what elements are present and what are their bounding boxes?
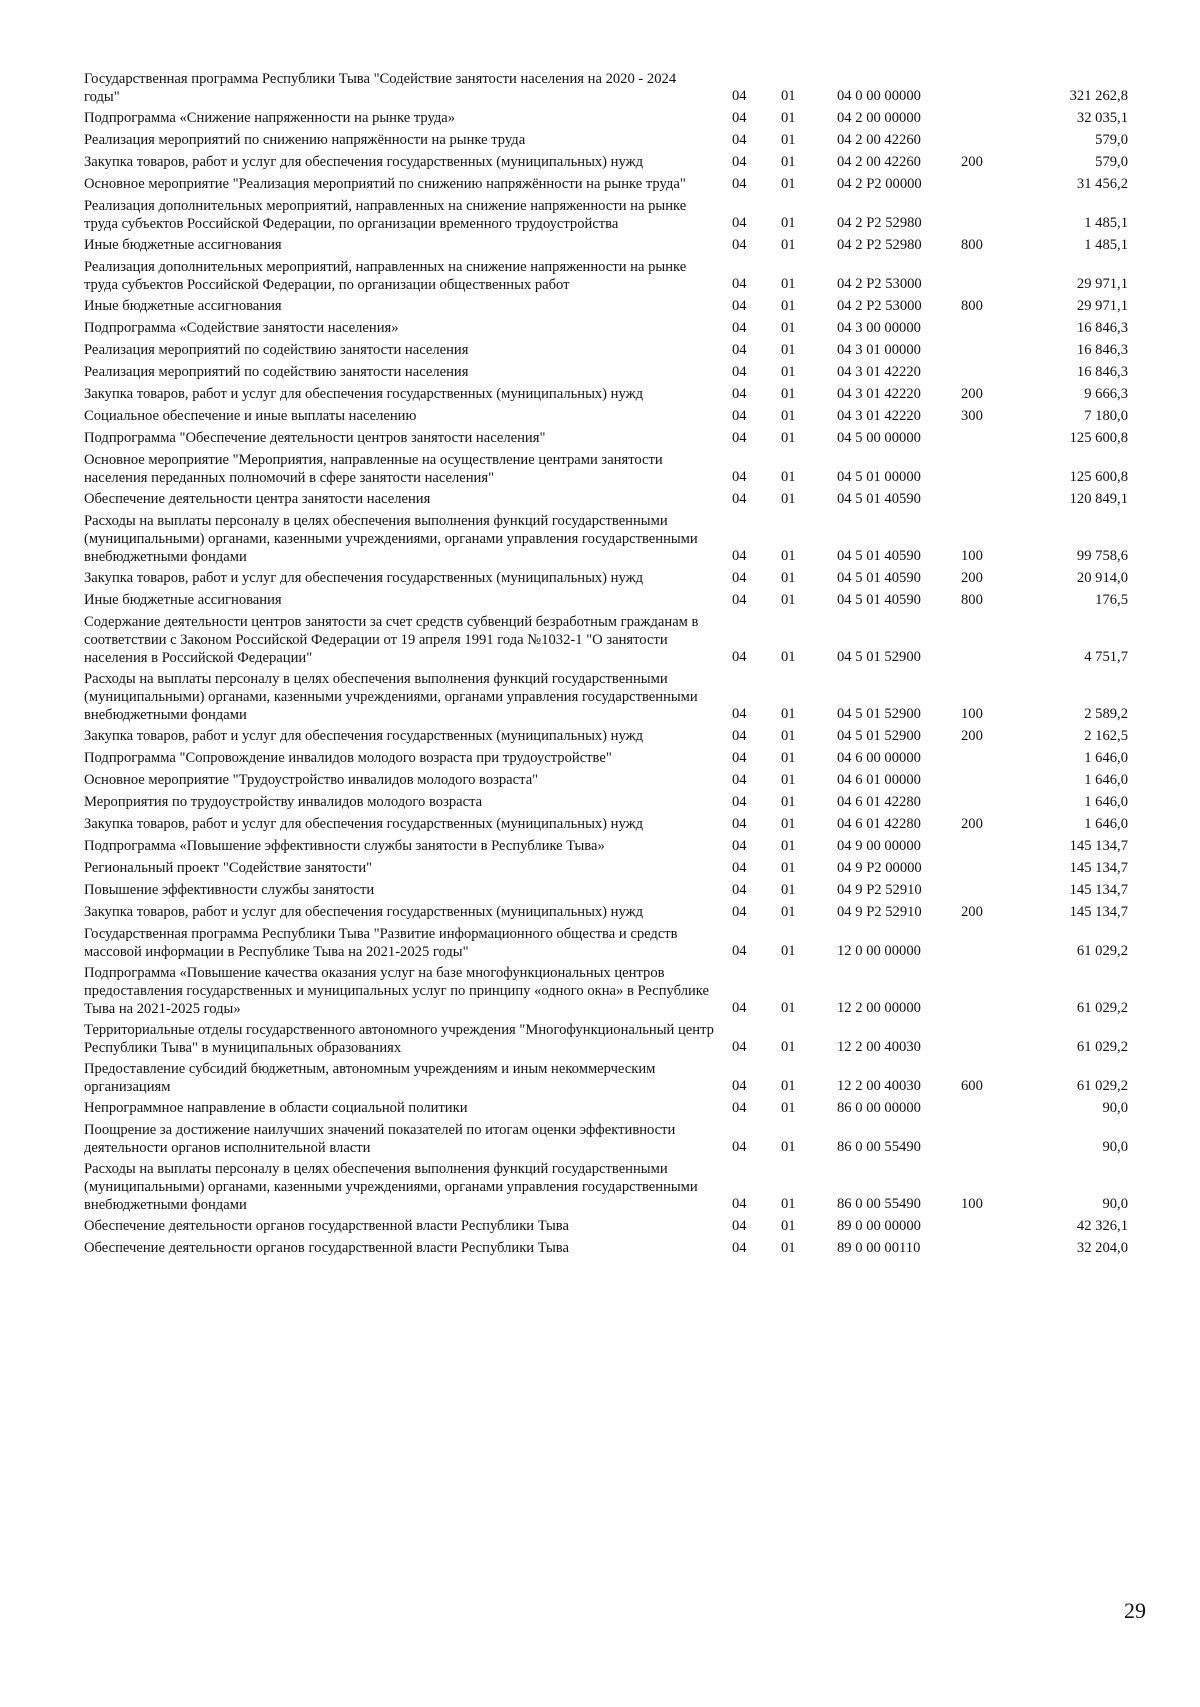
- table-row: [84, 341, 1128, 363]
- table-row: [84, 131, 1128, 153]
- row-subsection-code: 01: [781, 132, 796, 148]
- row-expense-type-code: 600: [961, 1078, 983, 1094]
- row-name: Подпрограмма «Повышение эффективности службы занятости в Республике Тыва»: [84, 838, 605, 854]
- row-name: Закупка товаров, работ и услуг для обеспечения государственных (муниципальных) нужд: [84, 728, 644, 744]
- row-section-code: 04: [732, 706, 747, 722]
- row-subsection-code: 01: [781, 816, 796, 832]
- row-amount: 125 600,8: [1069, 430, 1128, 446]
- table-row: [84, 175, 1128, 197]
- row-expense-type-code: [961, 1121, 1025, 1160]
- row-name: Реализация дополнительных мероприятий, направленных на снижение напряженности на рынке труда субъектов Российской Федерации, по организации общественных работ: [84, 259, 687, 293]
- row-expense-type-code: 100: [961, 548, 983, 564]
- row-expense-type-code: [961, 837, 1025, 859]
- row-section-code: 04: [732, 548, 747, 564]
- row-expense-type-code: 300: [961, 408, 983, 424]
- row-expense-type-code: 200: [961, 570, 983, 586]
- row-subsection-code: 01: [781, 750, 796, 766]
- row-amount: 7 180,0: [1084, 408, 1128, 424]
- row-section-code: 04: [732, 386, 747, 402]
- row-target-article-code: 04 6 01 00000: [837, 772, 921, 788]
- row-name: Подпрограмма "Обеспечение деятельности центров занятости населения": [84, 430, 546, 446]
- table-row: [84, 1160, 1128, 1217]
- row-subsection-code: 01: [781, 649, 796, 665]
- row-subsection-code: 01: [781, 706, 796, 722]
- table-row: [84, 1099, 1128, 1121]
- row-target-article-code: 04 3 01 42220: [837, 408, 921, 424]
- row-target-article-code: 04 5 01 40590: [837, 491, 921, 507]
- row-target-article-code: 04 6 01 42280: [837, 794, 921, 810]
- row-target-article-code: 12 0 00 00000: [837, 943, 921, 959]
- row-section-code: 04: [732, 1000, 747, 1016]
- row-name: Иные бюджетные ассигнования: [84, 237, 282, 253]
- row-amount: 1 646,0: [1084, 816, 1128, 832]
- row-amount: 61 029,2: [1076, 1039, 1128, 1055]
- row-target-article-code: 89 0 00 00110: [837, 1240, 921, 1256]
- row-amount: 1 485,1: [1084, 215, 1128, 231]
- row-name: Обеспечение деятельности центра занятости населения: [84, 491, 431, 507]
- row-section-code: 04: [732, 469, 747, 485]
- row-target-article-code: 04 2 00 00000: [837, 110, 921, 126]
- row-section-code: 04: [732, 592, 747, 608]
- row-name: Расходы на выплаты персоналу в целях обеспечения выполнения функций государственными (муниципальными) органами, казенными учреждениями, органами управления государственными внебюджетными фондами: [84, 671, 698, 723]
- row-subsection-code: 01: [781, 794, 796, 810]
- row-section-code: 04: [732, 215, 747, 231]
- row-amount: 90,0: [1102, 1100, 1128, 1116]
- row-name: Региональный проект "Содействие занятости": [84, 860, 373, 876]
- row-section-code: 04: [732, 1039, 747, 1055]
- table-row: [84, 925, 1128, 964]
- row-expense-type-code: 100: [961, 706, 983, 722]
- row-expense-type-code: [961, 451, 1025, 490]
- row-expense-type-code: [961, 490, 1025, 512]
- row-target-article-code: 04 5 01 40590: [837, 570, 921, 586]
- table-row: [84, 749, 1128, 771]
- row-target-article-code: 86 0 00 00000: [837, 1100, 921, 1116]
- row-subsection-code: 01: [781, 342, 796, 358]
- row-section-code: 04: [732, 728, 747, 744]
- row-name: Подпрограмма «Повышение качества оказания услуг на базе многофункциональных центров предоставления государственных и муниципальных услуг по принципу «одного окна» в Республике Тыва на 2021-2025 годы»: [84, 965, 710, 1017]
- row-name: Территориальные отделы государственного автономного учреждения "Многофункциональный центр Республики Тыва" в муниципальных образованиях: [84, 1022, 714, 1056]
- row-section-code: 04: [732, 298, 747, 314]
- budget-table: [84, 70, 1128, 1261]
- row-expense-type-code: 200: [961, 154, 983, 170]
- row-target-article-code: 04 2 P2 53000: [837, 298, 922, 314]
- table-row: [84, 363, 1128, 385]
- row-target-article-code: 04 9 P2 52910: [837, 882, 922, 898]
- row-name: Реализация дополнительных мероприятий, направленных на снижение напряженности на рынке труда субъектов Российской Федерации, по организации временного трудоустройства: [84, 198, 687, 232]
- table-row: [84, 490, 1128, 512]
- row-target-article-code: 04 2 P2 53000: [837, 276, 922, 292]
- table-row: [84, 407, 1128, 429]
- row-target-article-code: 86 0 00 55490: [837, 1139, 921, 1155]
- row-target-article-code: 12 2 00 40030: [837, 1039, 921, 1055]
- row-section-code: 04: [732, 132, 747, 148]
- row-amount: 1 646,0: [1084, 750, 1128, 766]
- page-number: 29: [1124, 1598, 1146, 1623]
- row-name: Расходы на выплаты персоналу в целях обеспечения выполнения функций государственными (муниципальными) органами, казенными учреждениями, органами управления государственными внебюджетными фондами: [84, 1161, 698, 1213]
- row-subsection-code: 01: [781, 1078, 796, 1094]
- row-expense-type-code: [961, 319, 1025, 341]
- row-amount: 1 646,0: [1084, 772, 1128, 788]
- row-section-code: 04: [732, 176, 747, 192]
- row-subsection-code: 01: [781, 772, 796, 788]
- row-expense-type-code: 200: [961, 816, 983, 832]
- row-expense-type-code: [961, 175, 1025, 197]
- row-expense-type-code: [961, 1217, 1025, 1239]
- row-amount: 29 971,1: [1076, 298, 1128, 314]
- row-target-article-code: 04 9 P2 52910: [837, 904, 922, 920]
- row-expense-type-code: [961, 197, 1025, 236]
- table-row: [84, 964, 1128, 1021]
- row-section-code: 04: [732, 342, 747, 358]
- row-target-article-code: 04 5 00 00000: [837, 430, 921, 446]
- row-section-code: 04: [732, 838, 747, 854]
- row-amount: 29 971,1: [1076, 276, 1128, 292]
- row-target-article-code: 04 3 01 00000: [837, 342, 921, 358]
- row-expense-type-code: [961, 70, 1025, 109]
- row-subsection-code: 01: [781, 176, 796, 192]
- row-subsection-code: 01: [781, 882, 796, 898]
- row-amount: 120 849,1: [1069, 491, 1128, 507]
- row-section-code: 04: [732, 570, 747, 586]
- row-target-article-code: 89 0 00 00000: [837, 1218, 921, 1234]
- row-section-code: 04: [732, 1100, 747, 1116]
- row-name: Иные бюджетные ассигнования: [84, 592, 282, 608]
- table-row: [84, 197, 1128, 236]
- row-expense-type-code: [961, 131, 1025, 153]
- row-section-code: 04: [732, 408, 747, 424]
- row-name: Непрограммное направление в области социальной политики: [84, 1100, 468, 1116]
- row-section-code: 04: [732, 649, 747, 665]
- row-name: Государственная программа Республики Тыва "Развитие информационного общества и средств массовой информации в Республике Тыва на 2021-2025 годы": [84, 926, 678, 960]
- row-section-code: 04: [732, 750, 747, 766]
- table-row: [84, 613, 1128, 670]
- row-amount: 579,0: [1095, 154, 1128, 170]
- row-expense-type-code: [961, 793, 1025, 815]
- row-amount: 4 751,7: [1084, 649, 1128, 665]
- row-section-code: 04: [732, 364, 747, 380]
- row-target-article-code: 86 0 00 55490: [837, 1196, 921, 1212]
- row-subsection-code: 01: [781, 408, 796, 424]
- row-section-code: 04: [732, 430, 747, 446]
- row-expense-type-code: [961, 1099, 1025, 1121]
- row-subsection-code: 01: [781, 364, 796, 380]
- row-subsection-code: 01: [781, 860, 796, 876]
- row-amount: 2 162,5: [1084, 728, 1128, 744]
- row-target-article-code: 04 5 01 52900: [837, 649, 921, 665]
- table-row: [84, 569, 1128, 591]
- row-expense-type-code: 800: [961, 298, 983, 314]
- row-expense-type-code: [961, 925, 1025, 964]
- row-amount: 20 914,0: [1076, 570, 1128, 586]
- table-row: [84, 1239, 1128, 1261]
- row-amount: 16 846,3: [1076, 320, 1128, 336]
- row-name: Закупка товаров, работ и услуг для обеспечения государственных (муниципальных) нужд: [84, 570, 644, 586]
- row-name: Предоставление субсидий бюджетным, автономным учреждениям и иным некоммерческим организациям: [84, 1061, 656, 1095]
- row-subsection-code: 01: [781, 1139, 796, 1155]
- row-name: Подпрограмма «Содействие занятости населения»: [84, 320, 399, 336]
- row-amount: 2 589,2: [1084, 706, 1128, 722]
- row-section-code: 04: [732, 860, 747, 876]
- row-name: Реализация мероприятий по снижению напряжённости на рынке труда: [84, 132, 526, 148]
- row-section-code: 04: [732, 772, 747, 788]
- row-section-code: 04: [732, 882, 747, 898]
- row-subsection-code: 01: [781, 491, 796, 507]
- row-expense-type-code: [961, 1021, 1025, 1060]
- row-target-article-code: 04 5 01 52900: [837, 728, 921, 744]
- row-section-code: 04: [732, 943, 747, 959]
- row-subsection-code: 01: [781, 1218, 796, 1234]
- row-name: Закупка товаров, работ и услуг для обеспечения государственных (муниципальных) нужд: [84, 904, 644, 920]
- row-amount: 31 456,2: [1076, 176, 1128, 192]
- row-subsection-code: 01: [781, 728, 796, 744]
- row-expense-type-code: [961, 429, 1025, 451]
- row-subsection-code: 01: [781, 276, 796, 292]
- row-amount: 32 204,0: [1076, 1240, 1128, 1256]
- row-expense-type-code: 800: [961, 592, 983, 608]
- row-subsection-code: 01: [781, 386, 796, 402]
- row-expense-type-code: 200: [961, 728, 983, 744]
- row-amount: 1 646,0: [1084, 794, 1128, 810]
- table-row: [84, 385, 1128, 407]
- table-row: [84, 793, 1128, 815]
- row-name: Реализация мероприятий по содействию занятости населения: [84, 364, 469, 380]
- row-name: Мероприятия по трудоустройству инвалидов молодого возраста: [84, 794, 483, 810]
- row-section-code: 04: [732, 110, 747, 126]
- row-amount: 42 326,1: [1076, 1218, 1128, 1234]
- row-amount: 16 846,3: [1076, 342, 1128, 358]
- row-subsection-code: 01: [781, 904, 796, 920]
- row-name: Подпрограмма "Сопровождение инвалидов молодого возраста при трудоустройстве": [84, 750, 612, 766]
- row-subsection-code: 01: [781, 237, 796, 253]
- row-section-code: 04: [732, 794, 747, 810]
- row-name: Социальное обеспечение и иные выплаты населению: [84, 408, 417, 424]
- row-amount: 61 029,2: [1076, 1000, 1128, 1016]
- row-subsection-code: 01: [781, 592, 796, 608]
- row-expense-type-code: 100: [961, 1196, 983, 1212]
- row-subsection-code: 01: [781, 154, 796, 170]
- row-subsection-code: 01: [781, 430, 796, 446]
- row-name: Государственная программа Республики Тыва "Содействие занятости населения на 2020 - 2024 годы": [84, 71, 677, 105]
- row-subsection-code: 01: [781, 215, 796, 231]
- row-expense-type-code: [961, 363, 1025, 385]
- row-target-article-code: 04 2 P2 52980: [837, 237, 922, 253]
- row-target-article-code: 04 0 00 00000: [837, 88, 921, 104]
- row-name: Основное мероприятие "Реализация мероприятий по снижению напряжённости на рынке труда": [84, 176, 686, 192]
- table-row: [84, 1021, 1128, 1060]
- row-target-article-code: 04 5 01 40590: [837, 592, 921, 608]
- row-name: Расходы на выплаты персоналу в целях обеспечения выполнения функций государственными (муниципальными) органами, казенными учреждениями, органами управления государственными внебюджетными фондами: [84, 513, 698, 565]
- table-row: [84, 319, 1128, 341]
- row-name: Обеспечение деятельности органов государственной власти Республики Тыва: [84, 1218, 569, 1234]
- row-target-article-code: 04 2 00 42260: [837, 132, 921, 148]
- row-expense-type-code: [961, 109, 1025, 131]
- row-name: Поощрение за достижение наилучших значений показателей по итогам оценки эффективности деятельности органов исполнительной власти: [84, 1122, 676, 1156]
- row-section-code: 04: [732, 154, 747, 170]
- row-section-code: 04: [732, 1240, 747, 1256]
- row-amount: 176,5: [1095, 592, 1128, 608]
- row-section-code: 04: [732, 1078, 747, 1094]
- table-row: [84, 153, 1128, 175]
- row-amount: 579,0: [1095, 132, 1128, 148]
- row-expense-type-code: [961, 1239, 1025, 1261]
- row-subsection-code: 01: [781, 320, 796, 336]
- row-name: Реализация мероприятий по содействию занятости населения: [84, 342, 469, 358]
- row-name: Содержание деятельности центров занятости за счет средств субвенций безработным гражданам в соответствии с Законом Российской Федерации от 19 апреля 1991 года №1032-1 "О занятости населения в Российской Федерации": [84, 614, 699, 666]
- row-target-article-code: 04 6 00 00000: [837, 750, 921, 766]
- row-expense-type-code: [961, 771, 1025, 793]
- table-row: [84, 429, 1128, 451]
- table-row: [84, 109, 1128, 131]
- row-amount: 99 758,6: [1076, 548, 1128, 564]
- row-target-article-code: 04 6 01 42280: [837, 816, 921, 832]
- row-expense-type-code: [961, 749, 1025, 771]
- row-target-article-code: 04 5 01 40590: [837, 548, 921, 564]
- row-section-code: 04: [732, 816, 747, 832]
- table-row: [84, 771, 1128, 793]
- row-amount: 9 666,3: [1084, 386, 1128, 402]
- table-row: [84, 859, 1128, 881]
- row-amount: 90,0: [1102, 1196, 1128, 1212]
- row-expense-type-code: 200: [961, 904, 983, 920]
- row-amount: 145 134,7: [1069, 838, 1128, 854]
- row-expense-type-code: 200: [961, 386, 983, 402]
- table-row: [84, 837, 1128, 859]
- row-name: Закупка товаров, работ и услуг для обеспечения государственных (муниципальных) нужд: [84, 816, 644, 832]
- row-name: Основное мероприятие "Мероприятия, направленные на осуществление центрами занятости населения переданных полномочий в сфере занятости населения": [84, 452, 663, 486]
- row-name: Иные бюджетные ассигнования: [84, 298, 282, 314]
- row-amount: 145 134,7: [1069, 860, 1128, 876]
- row-subsection-code: 01: [781, 1039, 796, 1055]
- row-subsection-code: 01: [781, 1196, 796, 1212]
- row-expense-type-code: [961, 881, 1025, 903]
- row-target-article-code: 04 9 P2 00000: [837, 860, 922, 876]
- row-section-code: 04: [732, 237, 747, 253]
- row-subsection-code: 01: [781, 548, 796, 564]
- row-subsection-code: 01: [781, 110, 796, 126]
- row-expense-type-code: [961, 258, 1025, 297]
- row-expense-type-code: [961, 341, 1025, 363]
- row-target-article-code: 12 2 00 00000: [837, 1000, 921, 1016]
- row-section-code: 04: [732, 1218, 747, 1234]
- row-target-article-code: 04 9 00 00000: [837, 838, 921, 854]
- row-name: Закупка товаров, работ и услуг для обеспечения государственных (муниципальных) нужд: [84, 154, 644, 170]
- row-target-article-code: 04 3 00 00000: [837, 320, 921, 336]
- row-section-code: 04: [732, 88, 747, 104]
- row-amount: 145 134,7: [1069, 882, 1128, 898]
- row-amount: 61 029,2: [1076, 943, 1128, 959]
- row-name: Основное мероприятие "Трудоустройство инвалидов молодого возраста": [84, 772, 539, 788]
- row-subsection-code: 01: [781, 1100, 796, 1116]
- row-section-code: 04: [732, 1139, 747, 1155]
- row-expense-type-code: [961, 613, 1025, 670]
- row-amount: 16 846,3: [1076, 364, 1128, 380]
- row-target-article-code: 04 3 01 42220: [837, 364, 921, 380]
- table-row: [84, 1060, 1128, 1099]
- table-row: [84, 512, 1128, 569]
- row-amount: 32 035,1: [1076, 110, 1128, 126]
- row-subsection-code: 01: [781, 943, 796, 959]
- row-amount: 61 029,2: [1076, 1078, 1128, 1094]
- table-row: [84, 1121, 1128, 1160]
- row-section-code: 04: [732, 276, 747, 292]
- row-amount: 125 600,8: [1069, 469, 1128, 485]
- row-amount: 145 134,7: [1069, 904, 1128, 920]
- row-subsection-code: 01: [781, 469, 796, 485]
- row-subsection-code: 01: [781, 298, 796, 314]
- row-target-article-code: 04 2 00 42260: [837, 154, 921, 170]
- row-subsection-code: 01: [781, 1240, 796, 1256]
- table-row: [84, 70, 1128, 109]
- row-expense-type-code: 800: [961, 237, 983, 253]
- table-row: [84, 815, 1128, 837]
- row-section-code: 04: [732, 1196, 747, 1212]
- table-row: [84, 236, 1128, 258]
- row-expense-type-code: [961, 964, 1025, 1021]
- budget-table-body: [84, 70, 1128, 1261]
- row-target-article-code: 04 2 P2 00000: [837, 176, 922, 192]
- table-row: [84, 670, 1128, 727]
- row-target-article-code: 12 2 00 40030: [837, 1078, 921, 1094]
- row-section-code: 04: [732, 320, 747, 336]
- table-row: [84, 903, 1128, 925]
- table-row: [84, 297, 1128, 319]
- table-row: [84, 258, 1128, 297]
- row-target-article-code: 04 3 01 42220: [837, 386, 921, 402]
- row-section-code: 04: [732, 904, 747, 920]
- row-name: Подпрограмма «Снижение напряженности на рынке труда»: [84, 110, 456, 126]
- table-row: [84, 591, 1128, 613]
- row-name: Закупка товаров, работ и услуг для обеспечения государственных (муниципальных) нужд: [84, 386, 644, 402]
- table-row: [84, 451, 1128, 490]
- row-subsection-code: 01: [781, 1000, 796, 1016]
- row-amount: 1 485,1: [1084, 237, 1128, 253]
- row-section-code: 04: [732, 491, 747, 507]
- row-name: Обеспечение деятельности органов государственной власти Республики Тыва: [84, 1240, 569, 1256]
- row-target-article-code: 04 5 01 00000: [837, 469, 921, 485]
- row-target-article-code: 04 2 P2 52980: [837, 215, 922, 231]
- row-amount: 90,0: [1102, 1139, 1128, 1155]
- table-row: [84, 1217, 1128, 1239]
- row-subsection-code: 01: [781, 88, 796, 104]
- table-row: [84, 881, 1128, 903]
- row-subsection-code: 01: [781, 838, 796, 854]
- row-target-article-code: 04 5 01 52900: [837, 706, 921, 722]
- row-name: Повышение эффективности службы занятости: [84, 882, 375, 898]
- table-row: [84, 727, 1128, 749]
- row-subsection-code: 01: [781, 570, 796, 586]
- row-amount: 321 262,8: [1069, 88, 1128, 104]
- row-expense-type-code: [961, 859, 1025, 881]
